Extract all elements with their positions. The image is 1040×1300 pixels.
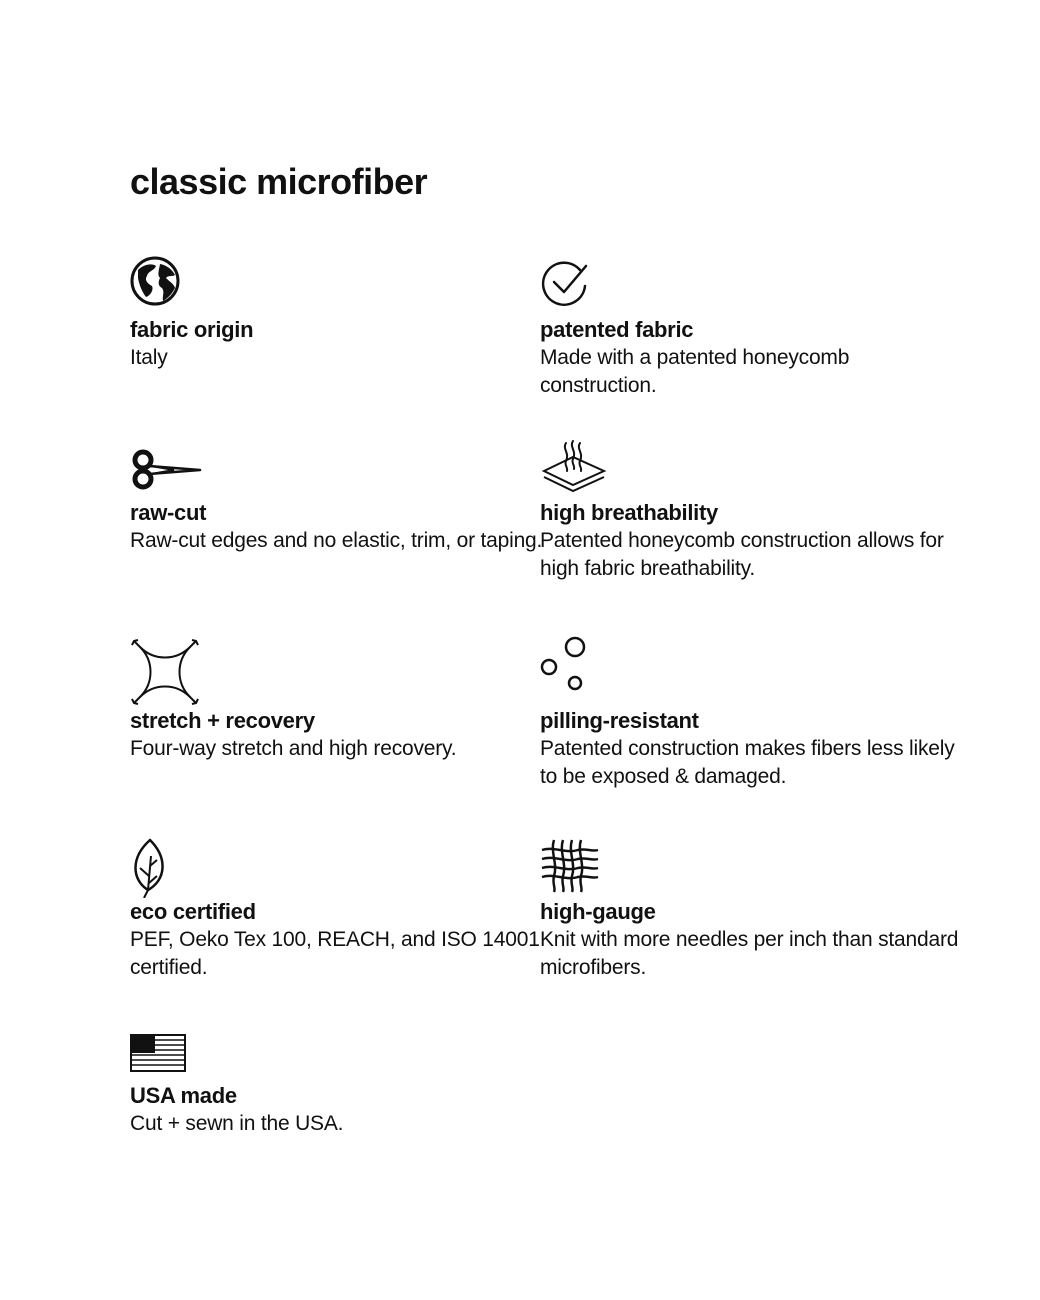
feature-label: fabric origin	[130, 317, 254, 342]
feature-description: Patented construction makes fibers less likely to be exposed & damaged.	[540, 737, 955, 788]
feature-description: Cut + sewn in the USA.	[130, 1112, 344, 1135]
feature-description: Knit with more needles per inch than standard microfibers.	[540, 928, 959, 979]
feature-eco-certified	[130, 838, 550, 982]
knit-grid-icon	[540, 838, 960, 898]
feature-fabric-origin	[130, 256, 550, 372]
feature-description: Patented honeycomb construction allows for high fabric breathability.	[540, 529, 944, 580]
feature-description: PEF, Oeko Tex 100, REACH, and ISO 14001 certified.	[130, 928, 540, 979]
page-title: classic microfiber	[130, 161, 428, 202]
feature-high-breathability	[540, 439, 960, 583]
feature-label: patented fabric	[540, 317, 694, 342]
feature-usa-made	[130, 1022, 550, 1138]
feature-label: stretch + recovery	[130, 708, 315, 733]
feature-high-gauge	[540, 838, 960, 982]
feature-description: Raw-cut edges and no elastic, trim, or taping.	[130, 529, 543, 552]
feature-description: Made with a patented honeycomb construction.	[540, 346, 850, 397]
feature-pilling-resistant	[540, 647, 960, 791]
feature-label: raw-cut	[130, 500, 207, 525]
feature-label: high-gauge	[540, 899, 656, 924]
feature-label: eco certified	[130, 899, 256, 924]
feature-stretch-recovery	[130, 647, 550, 763]
breathable-layers-icon	[540, 439, 960, 499]
feature-label: pilling-resistant	[540, 708, 699, 733]
four-way-stretch-icon	[130, 647, 550, 707]
usa-flag-icon	[130, 1022, 550, 1082]
checkmark-circle-icon	[540, 256, 960, 316]
feature-label: high breathability	[540, 500, 718, 525]
feature-raw-cut	[130, 439, 550, 555]
feature-description: Italy	[130, 346, 168, 369]
feature-patented-fabric	[540, 256, 960, 400]
scissors-icon	[130, 439, 550, 499]
bubbles-icon	[540, 647, 960, 707]
feature-label: USA made	[130, 1083, 237, 1108]
feature-description: Four-way stretch and high recovery.	[130, 737, 457, 760]
globe-icon	[130, 256, 550, 316]
leaf-icon	[130, 838, 550, 898]
